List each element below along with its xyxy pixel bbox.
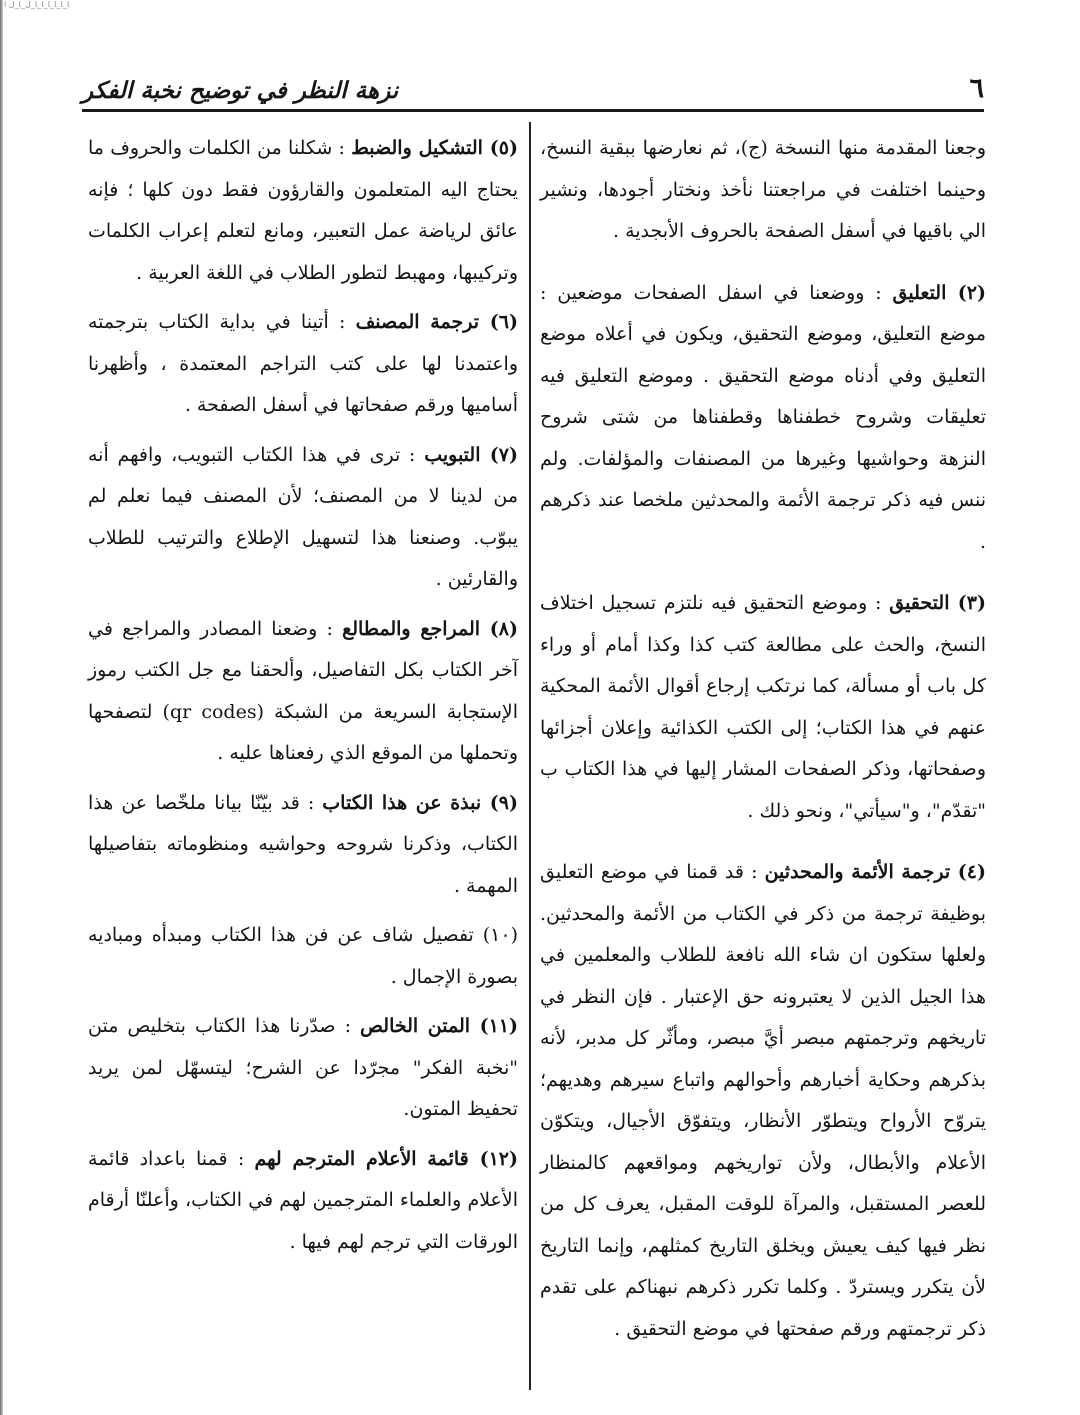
- paragraph-chapters: [88, 435, 518, 601]
- section-text: : شكلنا من الكلمات والحروف ما يحتاج اليه المتعلمون والقارؤون فقط دون كلها ؛ فإنه عائق لرياضة عمل التعبير، ومانع لتعلم إعراب الكلمات وتركيبها، ومهبط لتطور الطلاب في اللغة العربية .: [88, 137, 518, 284]
- paragraph-source-comparison: [540, 128, 986, 253]
- page-number: ٦: [969, 73, 984, 104]
- section-text: : وموضع التحقيق فيه نلتزم تسجيل اختلاف النسخ، والحث على مطالعة كتب كذا وكذا أمام أو وراء كل باب أو مسألة، كما نرتكب إرجاع أقوال الأئمة المحكية عنهم في هذا الكتاب؛ إلى الكتب الكذائية وإعلان أجزائها وصفحاتها، وذكر الصفحات المشار إليها في هذا الكتاب ب "تقدّم"، و"سيأتي"، ونحو ذلك .: [540, 592, 986, 822]
- section-term: (٦) ترجمة المصنف: [355, 311, 518, 333]
- paragraph-discipline-detail: [88, 915, 518, 998]
- section-text: : أتينا في بداية الكتاب بترجمته واعتمدنا لها على كتب التراجم المعتمدة ، وأظهرنا أساميها ورقم صفحاتها في أسفل الصفحة .: [88, 311, 518, 416]
- section-term: (٣) التحقيق: [889, 592, 986, 614]
- paragraph-biographies: [540, 852, 986, 1350]
- section-term: (٩) نبذة عن هذا الكتاب: [322, 791, 518, 814]
- paragraph-index-of-notables: [88, 1139, 518, 1264]
- page-header: [82, 72, 984, 112]
- scan-edge: [0, 0, 3, 1415]
- paragraph-book-overview: [88, 783, 518, 908]
- scan-fragment: ﺎ_ﺎ_ﺎ_ﺎ_ﺎ_ﺎ_ﻝ_ﺎ_ﻝ ﺍ: [4, 0, 70, 9]
- section-term: (٧) التبويب: [424, 443, 518, 466]
- running-title: نزهة النظر في توضيح نخبة الفكر: [82, 77, 399, 104]
- paragraph-pure-text: [88, 1006, 518, 1131]
- section-term: (٨) المراجع والمطالع: [342, 617, 519, 640]
- paragraph-author-biography: [88, 302, 518, 427]
- section-text: : ووضعنا في اسفل الصفحات موضعين : موضع التعليق، وموضع التحقيق، ويكون في أعلاه موضع التعليق وفي أدناه موضع التحقيق . وموضع التعليق فيه تعليقات وشروح خطفناها وقطفناها من شتى شروح النزهة وحواشيها وغيرها من المصنفات والمؤلفات. ولم ننس فيه ذكر ترجمة الأئمة والمحدثين ملخصا عند ذكرهم .: [540, 281, 986, 553]
- left-column: [88, 128, 518, 1373]
- section-text: : قد بيّنّا بيانا ملخّصا عن هذا الكتاب، وذكرنا شروحه وحواشيه ومنظوماته بتفاصيلها المهمة .: [88, 791, 518, 897]
- section-text: : ترى في هذا الكتاب التبويب، وافهم أنه من لدينا لا من المصنف؛ لأن المصنف فيما نعلم لم يبوّب. وصنعنا هذا لتسهيل الإطلاع والترتيب للطلاب والقارئين .: [88, 443, 518, 590]
- section-text: : قد قمنا في موضع التعليق بوظيفة ترجمة من ذكر في الكتاب من الأئمة والمحدثين. ولعلها ستكون ان شاء الله نافعة للطلاب والمعلمين في هذا الجيل الذين لا يعتبرونه حق الإعتبار . فإن النظر في تاريخهم وترجمتهم مبصر أيَّ مبصر، ومأثّر كل مدبر، لأنه بذكرهم وحكاية أخبارهم وأحوالهم واتباع سيرهم وهديهم؛ يتروّح الأرواح ويتطوّر الأنظار، ويتفوّق الأجيال، ويتكوّن الأعلام والأبطال، ولأن تواريخهم ومواقعهم كالمنظار للعصر المستقبل، والمرآة للوقت المقبل، يعرف كل من نظر فيها كيف يعيش ويخلق التاريخ كمثلهم، وإنما التاريخ لأن يتكرر ويستردّ . وكلما تكرر ذكرهم نبهناكم على تقدم ذكر ترجمتهم ورقم صفحتها في موضع التحقيق .: [540, 861, 986, 1340]
- section-text: : صدّرنا هذا الكتاب بتخليص متن "نخبة الفكر" مجرّدا عن الشرح؛ ليتسهّل لمن يريد تحفيظ المتون.: [88, 1015, 518, 1120]
- header-rule: [82, 109, 984, 112]
- section-text: : وضعنا المصادر والمراجع في آخر الكتاب بكل التفاصيل، وألحقنا مع جل الكتب رموز الإستجابة السريعة من الشبكة (qr codes) لتصفحها وتحملها من الموقع الذي رفعناها عليه .: [88, 617, 518, 764]
- section-term: (١٢) قائمة الأعلام المترجم لهم: [254, 1147, 518, 1170]
- section-text: : قمنا باعداد قائمة الأعلام والعلماء المترجمين لهم في الكتاب، وأعلنّا أرقام الورقات التي ترجم لهم فيها .: [88, 1147, 518, 1253]
- paragraph-commentary: [540, 273, 986, 564]
- section-term: (١١) المتن الخالص: [360, 1015, 519, 1037]
- section-term: (٥) التشكيل والضبط: [351, 137, 519, 159]
- section-text: وجعنا المقدمة منها النسخة (ج)، ثم نعارضها ببقية النسخ، وحينما اختلفت في مراجعتنا نأخذ ونختار أجودها، ونشير الي باقيها في أسفل الصفحة بالحروف الأبجدية .: [540, 137, 986, 242]
- right-column: [540, 128, 986, 1373]
- section-text: (١٠) تفصيل شاف عن فن هذا الكتاب ومبدأه ومباديه بصورة الإجمال .: [88, 924, 518, 988]
- paragraph-vocalization: [88, 128, 518, 294]
- section-term: (٢) التعليق: [892, 281, 986, 304]
- paragraph-verification: [540, 583, 986, 832]
- paragraph-references: [88, 609, 518, 775]
- section-term: (٤) ترجمة الأئمة والمحدثين: [764, 861, 986, 883]
- column-divider: [529, 122, 531, 1390]
